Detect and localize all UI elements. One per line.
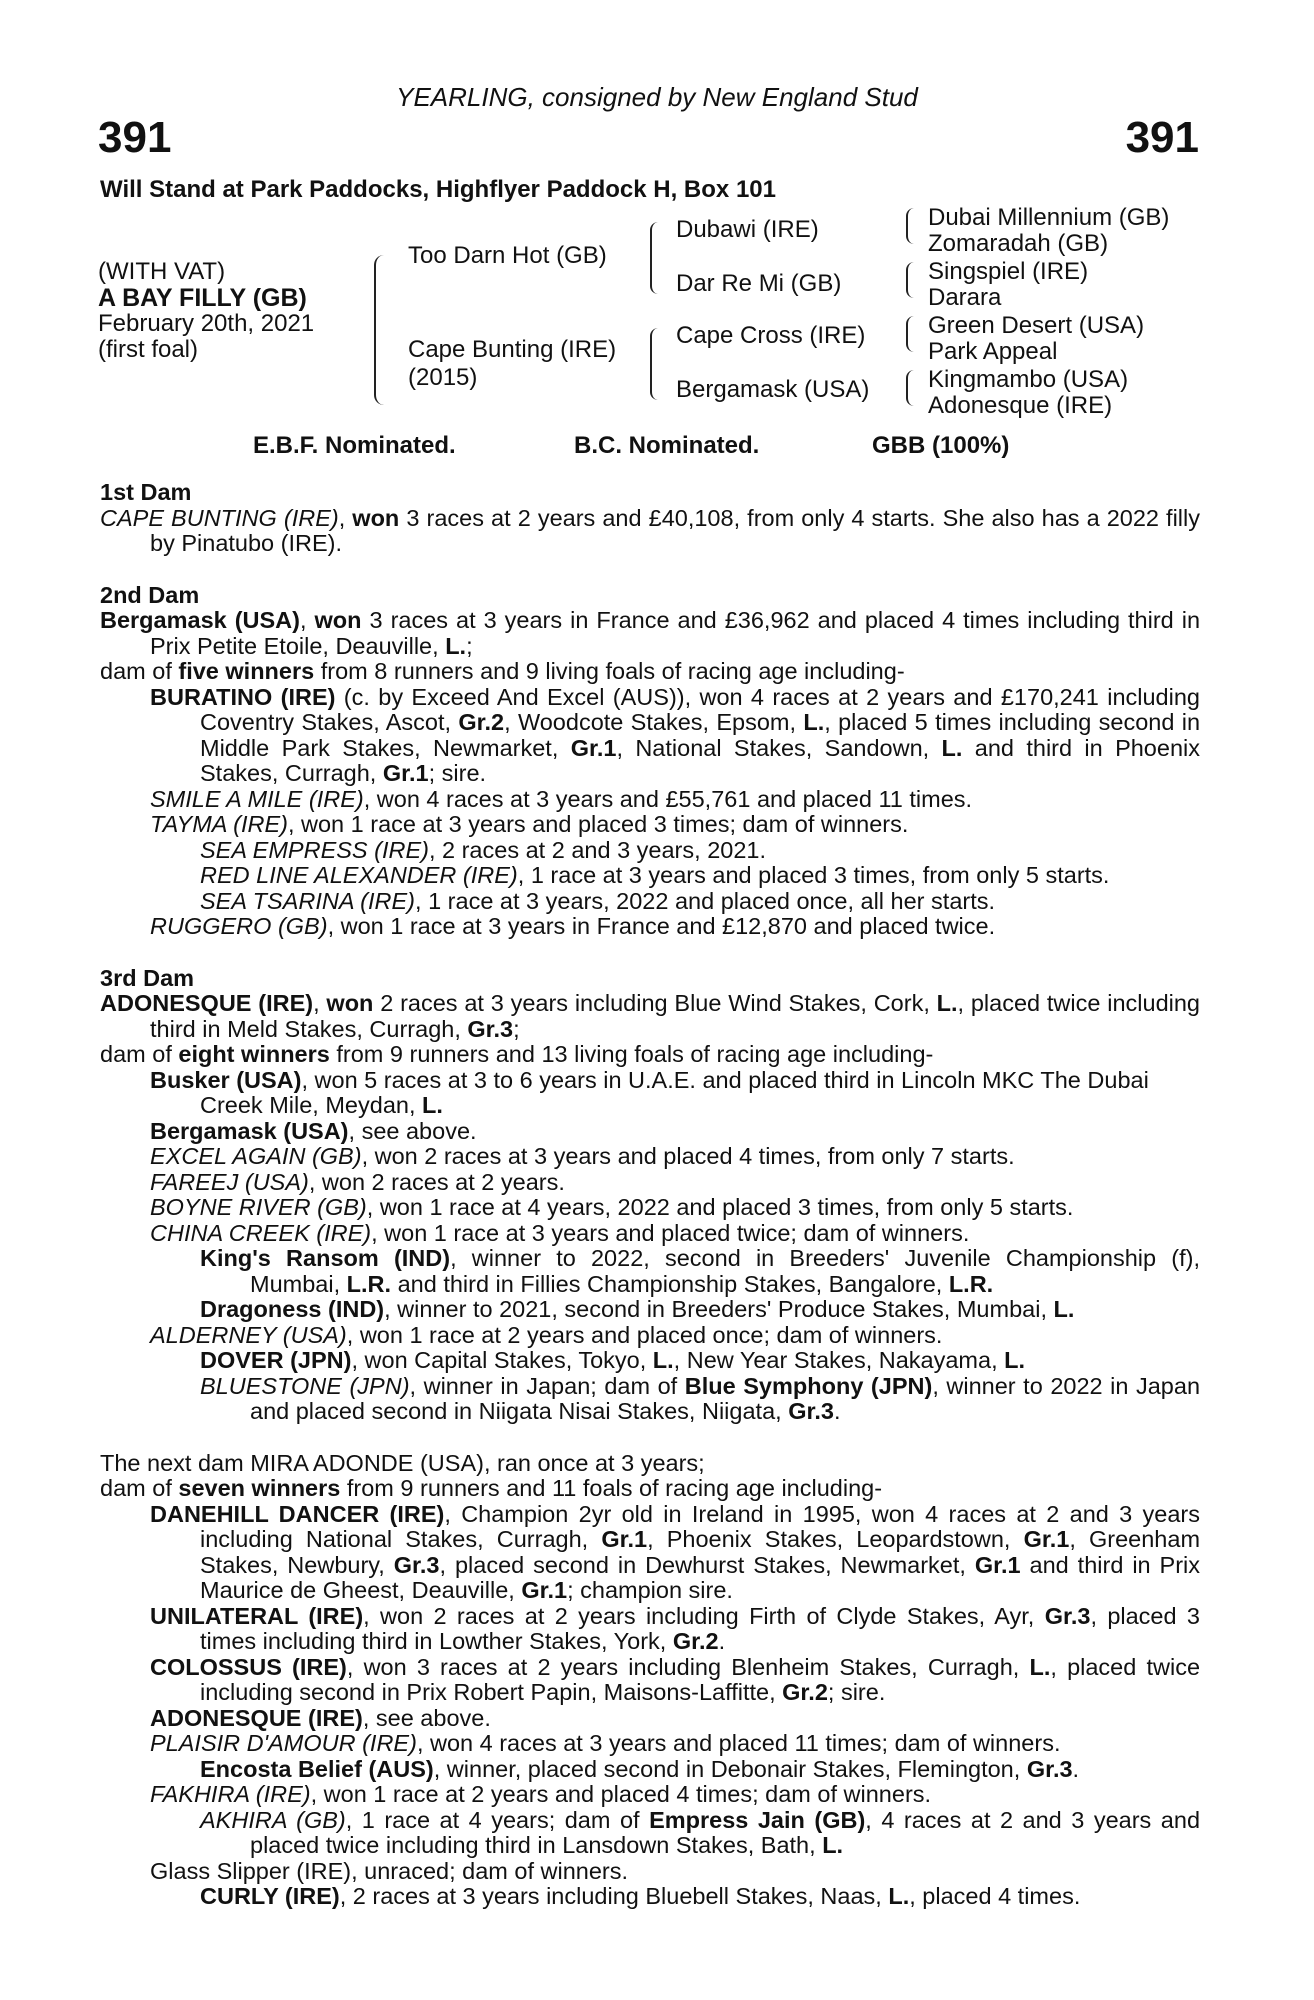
race-text: , 1 race at 3 years and placed 3 times, from only 5 starts. bbox=[517, 862, 1110, 888]
horse-name: CHINA CREEK (IRE) bbox=[150, 1219, 372, 1246]
produce-sea-tsarina bbox=[100, 889, 1200, 915]
race-text: and third in Prix Maurice de Gheest, Deauville, bbox=[200, 1551, 1201, 1603]
race-text: , Greenham Stakes, Newbury, bbox=[200, 1526, 1201, 1578]
third-dam-won: won bbox=[326, 990, 374, 1016]
grade-label: L. bbox=[888, 1883, 910, 1909]
grade-label: Gr.3 bbox=[1026, 1755, 1073, 1782]
horse-name: Encosta Belief (AUS) bbox=[200, 1755, 434, 1782]
horse-name: BURATINO (IRE) bbox=[150, 683, 336, 710]
grade-label: L.R. bbox=[948, 1270, 994, 1297]
horse-name: SEA EMPRESS (IRE) bbox=[200, 836, 429, 863]
pedigree-brace-4-3 bbox=[906, 316, 914, 352]
winners-count: eight winners bbox=[178, 1041, 330, 1067]
ddd: Adonesque (IRE) bbox=[928, 392, 1113, 419]
grade-label: L. bbox=[803, 709, 825, 735]
pedigree-brace-main bbox=[374, 255, 386, 405]
produce-fakhira bbox=[100, 1782, 1200, 1808]
race-text: , Champion 2yr old in Ireland in 1995, won 4 races at 2 and 3 years including National Stakes, Curragh, bbox=[200, 1500, 1200, 1552]
race-text: , won 4 races at 3 years and placed 11 times; dam of winners. bbox=[416, 1730, 1061, 1756]
race-text: , Woodcote Stakes, Epsom, bbox=[504, 709, 797, 735]
produce-red-line bbox=[100, 863, 1200, 889]
grade-label: Gr.1 bbox=[1023, 1526, 1070, 1552]
dss: Green Desert (USA) bbox=[928, 312, 1145, 339]
race-text: , placed twice including third in Meld Stakes, Curragh, bbox=[150, 990, 1200, 1042]
second-dam-name: Bergamask (USA) bbox=[100, 607, 300, 633]
grade-label: L. bbox=[1004, 1347, 1026, 1373]
race-text: , won 2 races at 3 years and placed 4 times, from only 7 starts. bbox=[361, 1143, 1015, 1169]
race-text: , placed 3 times including third in Lowther Stakes, York, bbox=[200, 1602, 1201, 1654]
produce-curly bbox=[100, 1884, 1200, 1910]
horse-name: EXCEL AGAIN (GB) bbox=[150, 1143, 362, 1169]
next-dam-produce-summary bbox=[100, 1476, 1200, 1502]
produce-unilateral: UNILATERAL (IRE), won 2 races at 2 years including Firth of Clyde Stakes, Ayr, Gr.3, placed 3 times including third in Lowther Stakes, York, Gr.2. bbox=[150, 1602, 1201, 1654]
produce-boyne-river bbox=[100, 1195, 1200, 1221]
horse-name: FAREEJ (USA) bbox=[150, 1168, 309, 1195]
grade-label: Gr.1 bbox=[974, 1551, 1021, 1578]
first-dam-name: CAPE BUNTING (IRE) bbox=[100, 504, 339, 531]
horse-name: UNILATERAL (IRE) bbox=[150, 1602, 364, 1629]
winners-count: five winners bbox=[178, 658, 315, 684]
third-dam-name: ADONESQUE (IRE) bbox=[100, 990, 314, 1016]
vat-note: (WITH VAT) bbox=[98, 258, 226, 285]
produce-encosta-belief: Encosta Belief (AUS), winner, placed second in Debonair Stakes, Flemington, Gr.3. bbox=[200, 1755, 1080, 1782]
produce-bluestone: BLUESTONE (JPN), winner in Japan; dam of Blue Symphony (JPN), winner to 2022 in Japan and placed second in Niigata Nisai Stakes, Niigata, Gr.3. bbox=[200, 1372, 1201, 1424]
horse-name: BOYNE RIVER (GB) bbox=[150, 1194, 367, 1220]
produce-bergamask bbox=[100, 1119, 1200, 1145]
pedigree-brace-4-2 bbox=[906, 262, 914, 298]
dam-of-text: dam of bbox=[100, 1041, 172, 1067]
produce-kings-ransom bbox=[100, 1246, 1200, 1297]
grade-label: Gr.3 bbox=[788, 1398, 834, 1424]
produce-glass-slipper: Glass Slipper (IRE), unraced; dam of winners. bbox=[150, 1857, 629, 1884]
lot-number-left: 391 bbox=[98, 113, 172, 162]
horse-name: CURLY (IRE) bbox=[200, 1883, 340, 1909]
produce-buratino bbox=[100, 685, 1200, 787]
race-text: , winner in Japan; dam of bbox=[409, 1372, 678, 1399]
dds: Kingmambo (USA) bbox=[928, 366, 1129, 393]
race-text: , placed twice including second in Prix Robert Papin, Maisons-Laffitte, bbox=[200, 1653, 1201, 1705]
sire-sire: Dubawi (IRE) bbox=[676, 216, 819, 243]
grade-label: Gr.1 bbox=[570, 734, 617, 761]
race-text: and third in Phoenix Stakes, Curragh, bbox=[200, 734, 1200, 786]
grade-label: L. bbox=[652, 1347, 674, 1373]
horse-name: Empress Jain (GB) bbox=[649, 1806, 866, 1833]
produce-akhira bbox=[100, 1808, 1200, 1859]
race-text: , winner, placed second in Debonair Stakes, Flemington, bbox=[433, 1755, 1021, 1782]
produce-excel-again bbox=[100, 1144, 1200, 1170]
grade-label: Gr.3 bbox=[467, 1015, 514, 1042]
dam-of-text: dam of bbox=[100, 1475, 172, 1501]
race-text: , Phoenix Stakes, Leopardstown, bbox=[647, 1526, 1011, 1552]
horse-name: TAYMA (IRE) bbox=[150, 811, 288, 837]
lot-number-right: 391 bbox=[1125, 113, 1199, 162]
grade-label: Gr.2 bbox=[458, 709, 505, 735]
grade-label: Gr.2 bbox=[672, 1628, 719, 1654]
horse-name: DOVER (JPN) bbox=[200, 1347, 352, 1373]
horse-name: Dragoness (IND) bbox=[200, 1296, 385, 1322]
race-text: ; sire. bbox=[827, 1679, 886, 1705]
sss: Dubai Millennium (GB) bbox=[928, 204, 1170, 231]
grade-label: Gr.1 bbox=[601, 1526, 648, 1552]
third-dam-entry: ADONESQUE (IRE), won 2 races at 3 years including Blue Wind Stakes, Cork, L., placed twice including third in Meld Stakes, Curragh, Gr.3; bbox=[100, 990, 1200, 1042]
grade-label: Gr.3 bbox=[393, 1551, 440, 1578]
punctuation: ; bbox=[466, 632, 473, 659]
race-text: , 2 races at 3 years including Bluebell Stakes, Naas, bbox=[339, 1883, 882, 1909]
race-text: , placed 5 times including second in Middle Park Stakes, Newmarket, bbox=[200, 709, 1201, 761]
race-text: 2 races at 3 years including Blue Wind Stakes, Cork, bbox=[380, 990, 930, 1016]
sdd: Darara bbox=[928, 284, 1002, 311]
produce-fareej bbox=[100, 1170, 1200, 1196]
horse-name: AKHIRA (GB) bbox=[200, 1806, 346, 1833]
produce-plaisir bbox=[100, 1731, 1200, 1757]
grade-label: L. bbox=[822, 1832, 844, 1858]
horse-name: RED LINE ALEXANDER (IRE) bbox=[200, 862, 518, 888]
produce-ruggero bbox=[100, 914, 1200, 940]
race-text: , 2 races at 2 and 3 years, 2021. bbox=[428, 836, 766, 863]
dam-sire: Cape Cross (IRE) bbox=[676, 322, 866, 349]
produce-colossus bbox=[100, 1655, 1200, 1706]
grade-label: Gr.3 bbox=[1044, 1602, 1091, 1629]
race-text: , won Capital Stakes, Tokyo, bbox=[351, 1347, 647, 1373]
horse-name: DANEHILL DANCER (IRE) bbox=[150, 1500, 445, 1527]
horse-name: COLOSSUS (IRE) bbox=[150, 1653, 347, 1680]
race-text: , winner to 2021, second in Breeders' Produce Stakes, Mumbai, bbox=[384, 1296, 1047, 1322]
horse-name: FAKHIRA (IRE) bbox=[150, 1781, 311, 1807]
race-text: , won 1 race at 2 years and placed 4 times; dam of winners. bbox=[310, 1781, 932, 1807]
first-dam-heading: 1st Dam bbox=[100, 479, 192, 505]
horse-name: PLAISIR D'AMOUR (IRE) bbox=[150, 1730, 417, 1756]
dsd: Park Appeal bbox=[928, 338, 1058, 365]
horse-name: ADONESQUE (IRE) bbox=[150, 1704, 363, 1731]
horse-name: SEA TSARINA (IRE) bbox=[200, 887, 416, 914]
third-dam-heading: 3rd Dam bbox=[100, 964, 195, 991]
produce-tayma bbox=[100, 812, 1200, 838]
grade-label: L. bbox=[1029, 1653, 1051, 1680]
grade-label: L. bbox=[1053, 1296, 1075, 1322]
race-text: , won 2 races at 2 years including Firth of Clyde Stakes, Ayr, bbox=[363, 1602, 1035, 1629]
gbb-status: GBB (100%) bbox=[872, 432, 1010, 459]
horse-name: SMILE A MILE (IRE) bbox=[150, 785, 364, 812]
race-text: , won 5 races at 3 to 6 years in U.A.E. and placed third in Lincoln MKC The Dubai Creek Mile, Meydan, bbox=[200, 1066, 1149, 1118]
race-text: , won 2 races at 2 years. bbox=[308, 1168, 565, 1195]
race-text: , New Year Stakes, Nakayama, bbox=[673, 1347, 998, 1373]
grade-label: L. bbox=[941, 734, 963, 761]
sire-name: Too Darn Hot (GB) bbox=[408, 242, 607, 269]
grade-label: L.R. bbox=[346, 1270, 392, 1297]
grade-label: Gr.1 bbox=[382, 760, 429, 786]
second-dam-won: won bbox=[314, 607, 362, 633]
horse-name: Bergamask (USA) bbox=[150, 1117, 349, 1144]
horse-name: Busker (USA) bbox=[150, 1066, 302, 1093]
ssd: Zomaradah (GB) bbox=[928, 230, 1109, 257]
bc-nomination: B.C. Nominated. bbox=[574, 432, 760, 459]
grade-label: L. bbox=[422, 1092, 443, 1118]
second-dam-text: 3 races at 3 years in France and £36,962 and placed 4 times including third in Prix Petite Etoile, Deauville, bbox=[150, 607, 1201, 659]
pedigree-brace-dam bbox=[650, 328, 660, 400]
race-text: , placed 4 times. bbox=[909, 1883, 1081, 1909]
third-dam-produce-summary bbox=[100, 1042, 1200, 1068]
race-text: and third in Fillies Championship Stakes, Bangalore, bbox=[397, 1270, 943, 1297]
grade-label: Gr.2 bbox=[782, 1679, 828, 1705]
race-text: , winner to 2022 in Japan and placed second in Niigata Nisai Stakes, Niigata, bbox=[250, 1372, 1201, 1424]
first-dam-text: 3 races at 2 years and £40,108, from only 4 starts. She also has a 2022 filly by Pinatubo (IRE). bbox=[150, 504, 1200, 556]
second-dam-entry: Bergamask (USA), won 3 races at 3 years in France and £36,962 and placed 4 times including third in Prix Petite Etoile, Deauville, L.; bbox=[100, 607, 1201, 659]
produce-dragoness bbox=[100, 1297, 1200, 1323]
race-text: , placed second in Dewhurst Stakes, Newmarket, bbox=[439, 1551, 966, 1578]
produce-busker bbox=[100, 1068, 1200, 1119]
next-dam-intro: The next dam MIRA ADONDE (USA), ran once at 3 years; bbox=[100, 1449, 705, 1476]
race-text: , National Stakes, Sandown, bbox=[616, 734, 930, 761]
horse-name: BLUESTONE (JPN) bbox=[200, 1372, 410, 1399]
consignment-line: YEARLING, consigned by New England Stud bbox=[396, 82, 918, 112]
horse-name: A BAY FILLY (GB) bbox=[98, 284, 307, 312]
produce-adonesque bbox=[100, 1706, 1200, 1732]
horse-name: King's Ransom (IND) bbox=[200, 1245, 451, 1271]
runners-text: from 9 runners and 13 living foals of racing age including- bbox=[336, 1041, 934, 1067]
sire-dam: Dar Re Mi (GB) bbox=[676, 270, 842, 297]
foal-note: (first foal) bbox=[98, 336, 199, 363]
race-text: , 4 races at 2 and 3 years and placed twice including third in Lansdown Stakes, Bath, bbox=[250, 1806, 1201, 1858]
stabling-line: Will Stand at Park Paddocks, Highflyer Paddock H, Box 101 bbox=[100, 176, 776, 203]
race-text: ; champion sire. bbox=[567, 1577, 733, 1603]
first-dam-entry: CAPE BUNTING (IRE), won 3 races at 2 years and £40,108, from only 4 starts. She also has a 2022 filly by Pinatubo (IRE). bbox=[100, 504, 1200, 556]
race-text: , won 1 race at 3 years and placed twice; dam of winners. bbox=[371, 1219, 970, 1246]
race-text: , won 1 race at 3 years in France and £12,870 and placed twice. bbox=[327, 913, 996, 939]
race-text: (c. by Exceed And Excel (AUS)), won 4 races at 2 years and £170,241 including Coventry Stakes, Ascot, bbox=[200, 683, 1200, 735]
race-text: , won 1 race at 4 years, 2022 and placed 3 times, from only 5 starts. bbox=[366, 1194, 1074, 1220]
sds: Singspiel (IRE) bbox=[928, 258, 1089, 285]
dam-of-text: dam of bbox=[100, 658, 172, 684]
catalogue-body bbox=[100, 480, 1200, 1910]
race-text: , 1 race at 4 years; dam of bbox=[345, 1806, 640, 1833]
race-text: , won 4 races at 3 years and £55,761 and placed 11 times. bbox=[363, 785, 973, 812]
produce-dover bbox=[100, 1348, 1200, 1374]
horse-name: Blue Symphony (JPN) bbox=[684, 1372, 933, 1399]
produce-alderney bbox=[100, 1323, 1200, 1349]
produce-sea-empress bbox=[100, 838, 1200, 864]
race-text: , won 1 race at 3 years and placed 3 times; dam of winners. bbox=[287, 811, 909, 837]
race-text: ; sire. bbox=[428, 760, 487, 786]
produce-danehill-dancer bbox=[100, 1502, 1200, 1604]
horse-name: ALDERNEY (USA) bbox=[150, 1321, 347, 1348]
grade-label: L. bbox=[936, 990, 958, 1016]
produce-smile-a-mile bbox=[100, 787, 1200, 813]
runners-text: from 8 runners and 9 living foals of racing age including- bbox=[320, 658, 905, 684]
produce-china-creek bbox=[100, 1221, 1200, 1247]
race-text: , winner to 2022, second in Breeders' Juvenile Championship (f), Mumbai, bbox=[250, 1245, 1200, 1297]
race-text: , see above. bbox=[348, 1117, 477, 1144]
race-text: , see above. bbox=[362, 1704, 491, 1731]
horse-dob: February 20th, 2021 bbox=[98, 310, 315, 337]
dam-year: (2015) bbox=[408, 364, 478, 391]
second-dam-produce-summary bbox=[100, 659, 1200, 685]
race-text: , won 3 races at 2 years including Blenheim Stakes, Curragh, bbox=[346, 1653, 1020, 1680]
runners-text: from 9 runners and 11 foals of racing age including- bbox=[346, 1475, 883, 1501]
grade-label: Gr.1 bbox=[521, 1577, 568, 1603]
ebf-nomination: E.B.F. Nominated. bbox=[253, 432, 456, 459]
race-text: , 1 race at 3 years, 2022 and placed once, all her starts. bbox=[415, 887, 996, 914]
pedigree-brace-sire bbox=[650, 222, 660, 294]
horse-name: RUGGERO (GB) bbox=[150, 913, 328, 939]
first-dam-won: won bbox=[352, 504, 400, 531]
dam-name: Cape Bunting (IRE) bbox=[408, 336, 617, 363]
race-text: , won 1 race at 2 years and placed once; dam of winners. bbox=[346, 1321, 943, 1348]
winners-count: seven winners bbox=[178, 1475, 341, 1501]
second-dam-heading: 2nd Dam bbox=[100, 581, 200, 608]
dam-dam: Bergamask (USA) bbox=[676, 376, 870, 403]
pedigree-brace-4-4 bbox=[906, 370, 914, 406]
pedigree-brace-4-1 bbox=[906, 208, 914, 244]
grade-label: L. bbox=[445, 632, 467, 659]
